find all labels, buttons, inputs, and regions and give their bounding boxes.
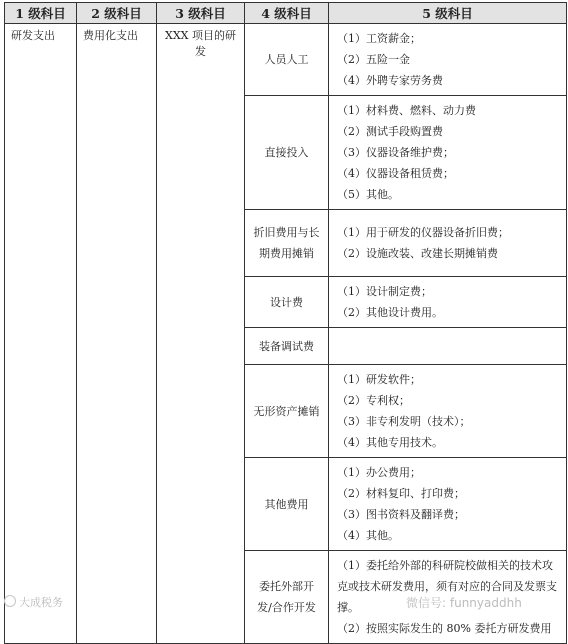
item-text: （3）图书资料及翻译费； [337,508,465,521]
level5-cell [329,210,567,277]
item-text: （4）外聘专家劳务费 [337,74,443,87]
level4-cell: 装备调试费 [245,328,329,365]
level4-cell: 折旧费用与长期费用摊销 [245,210,329,277]
level5-cell [329,328,567,365]
watermark-right: 微信号: funnyaddhh [406,596,522,610]
level1-cell: 研发支出 [5,24,77,644]
header-level-5: 5 级科目 [329,3,567,24]
level5-cell [329,458,567,551]
level5-cell [329,24,567,96]
header-level-1: 1 级科目 [5,3,77,24]
level4-cell: 其他费用 [245,458,329,551]
watermark-logo-icon [4,595,16,607]
item-text: （5）其他。 [337,188,399,201]
item-text: （2）材料复印、打印费； [337,487,465,500]
item-text: （1）委托给外部的科研院校做相关的技术攻克或技术研发费用，须有对应的合同及发票支撑。 [337,559,557,614]
item-text: （1）设计制定费； [337,285,432,298]
level4-cell: 无形资产摊销 [245,365,329,458]
level5-cell [329,277,567,328]
item-text: （4）其他。 [337,529,399,542]
header-level-4: 4 级科目 [245,3,329,24]
header-level-2: 2 级科目 [77,3,157,24]
item-text: （1）办公费用； [337,466,421,479]
level4-cell: 委托外部开发/合作开发 [245,551,329,644]
item-text: （2）其他设计费用。 [337,306,443,319]
item-text: （2）按照实际发生的 80% 委托方研发费用 [337,622,552,635]
item-text: （2）五险一金 [337,53,410,66]
item-text: （2）设施改装、改建长期摊销费 [337,247,498,260]
level4-cell: 直接投入 [245,96,329,210]
level5-cell [329,96,567,210]
item-text: （4）仪器设备租赁费； [337,167,454,180]
item-text: （1）材料费、燃料、动力费 [337,104,476,117]
table-row [5,24,567,96]
item-text: （4）其他专用技术。 [337,436,443,449]
level4-cell: 人员人工 [245,24,329,96]
level2-cell: 费用化支出 [77,24,157,644]
level3-cell: XXX 项目的研发 [157,24,245,644]
item-text: （2）专利权； [337,394,410,407]
level5-cell [329,365,567,458]
item-text: （3）非专利发明（技术）； [337,415,471,428]
watermark-left-text: 大成税务 [19,596,63,609]
header-level-3: 3 级科目 [157,3,245,24]
watermark-left [4,594,63,610]
level4-cell: 设计费 [245,277,329,328]
item-text: （1）工资薪金； [337,32,421,45]
table-header-row [5,3,567,24]
account-table [4,2,567,644]
item-text: （1）研发软件； [337,373,421,386]
item-text: （1）用于研发的仪器设备折旧费； [337,226,509,239]
item-text: （3）仪器设备维护费； [337,146,454,159]
item-text: （2）测试手段购置费 [337,125,443,138]
